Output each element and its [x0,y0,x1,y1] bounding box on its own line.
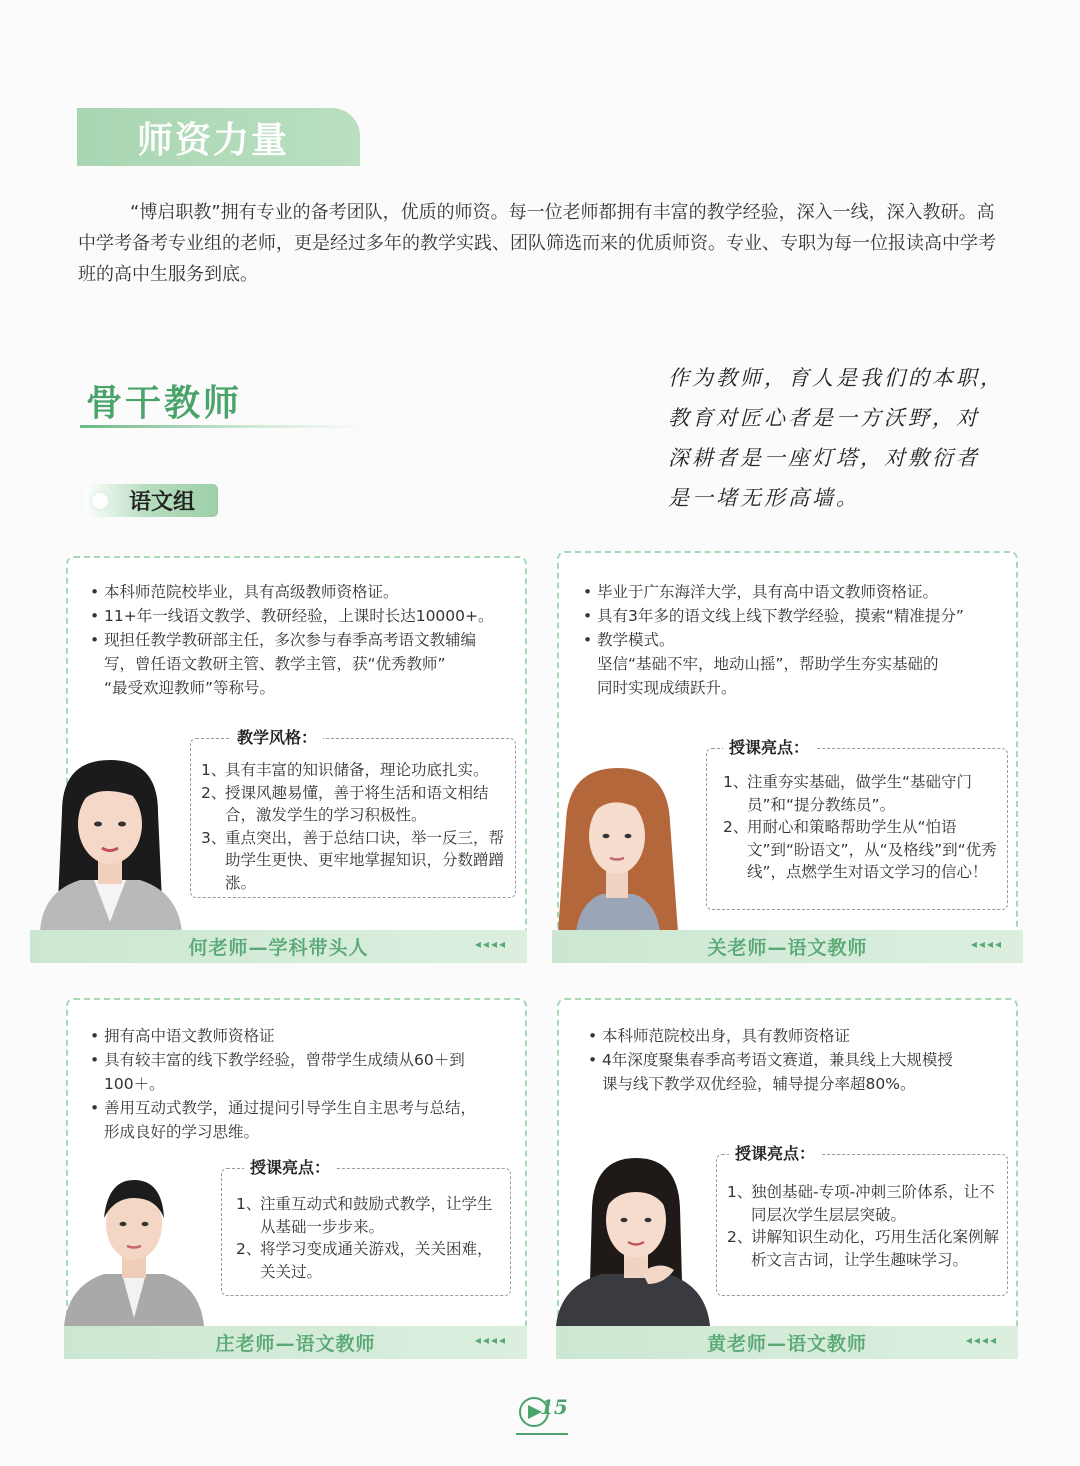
highlights-box [221,1158,511,1296]
teacher-name: 何老师—学科带头人 [188,937,369,959]
teacher-bullets [90,1024,520,1144]
bullet-continuation: “最受欢迎教师”等称号。 [104,679,276,697]
teacher-photo-he [32,752,188,932]
section-title: 师资力量 [137,119,290,161]
box-item: 3、 重点突出，善于总结口诀，举一反三，帮助学生更快、更牢地掌握知识，分数蹭蹭涨。 [201,828,505,892]
bullet-item: • 善用互动式教学，通过提问引导学生自主思考与总结， [90,1096,520,1120]
bullet-continuation: 同时实现成绩跃升。 [597,679,737,697]
bullet-item: • 4年深度聚集春季高考语文赛道，兼具线上大规模授 [588,1048,1008,1072]
bullet-continuation: 写，曾任语文教研主管、教学主管，获“优秀教师” [104,655,446,673]
teacher-name-bar [552,930,1023,963]
teacher-bullets [90,580,530,700]
quote-line: 深耕者是一座灯塔，对敷衍者 [668,446,980,470]
box-item: 1、 独创基础-专项-冲刺三阶体系，让不同层次学生层层突破。 [727,1183,995,1224]
bullet-continuation: 形成良好的学习思维。 [104,1123,260,1141]
bullet-item: • 毕业于广东海洋大学，具有高中语文教师资格证。 [583,580,1015,604]
page-number: 15 [540,1395,568,1419]
page-number-badge [514,1392,570,1438]
teacher-photo-guan [552,762,682,932]
teacher-photo-huang [556,1152,712,1326]
teacher-name-bar [64,1326,527,1359]
teacher-bullets [583,580,1015,700]
box-title: 授课亮点： [729,1143,821,1166]
teacher-name-bar [556,1326,1018,1359]
pill-dot-icon [92,493,108,509]
box-title: 授课亮点： [244,1157,336,1180]
bullet-item: • 具有较丰富的线下教学经验，曾带学生成绩从60＋到 [90,1048,520,1072]
bullet-continuation: 坚信“基础不牢，地动山摇”，帮助学生夯实基础的 [597,655,939,673]
subsection-underline [80,425,365,428]
subsection-title: 骨干教师 [86,383,243,424]
teaching-style-box [190,728,516,898]
box-item: 1、 注重夯实基础，做学生“基础守门员”和“提分教练员”。 [723,773,973,814]
arrows-icon: ◂◂◂◂ [965,1333,998,1347]
bullet-item: • 本科师范院校毕业，具有高级教师资格证。 [90,580,530,604]
intro-paragraph: “博启职教”拥有专业的备考团队，优质的师资。每一位老师都拥有丰富的教学经验，深入一线，深入教研。高中学考备考专业组的老师，更是经过多年的教学实践、团队筛选而来的优质师资。专业、专职为每一位报读高中学考班的高中生服务到底。 [78,202,996,285]
group-label-pill [84,484,218,517]
bullet-item: • 拥有高中语文教师资格证 [90,1024,520,1048]
bullet-continuation: 课与线下教学双优经验，辅导提分率超80%。 [602,1075,916,1093]
teacher-name: 关老师—语文教师 [707,937,868,959]
teacher-name-bar [30,930,527,963]
box-item: 2、 将学习变成通关游戏，关关困难，关关过。 [236,1240,493,1281]
teacher-name: 黄老师—语文教师 [706,1333,867,1355]
highlights-box [716,1144,1008,1296]
group-label: 语文组 [128,490,195,515]
quote-line: 是一堵无形高墙。 [668,486,860,510]
arrows-icon: ◂◂◂◂ [474,937,507,951]
bullet-item: • 现担任教学教研部主任，多次参与春季高考语文教辅编 [90,628,530,652]
bullet-continuation: 100＋。 [104,1075,165,1093]
bullet-item: • 11+年一线语文教学、教研经验，上课时长达10000+。 [90,604,530,628]
bullet-item: • 教学模式。 [583,628,1015,652]
box-item: 2、 讲解知识生动化，巧用生活化案例解析文言古词，让学生趣味学习。 [727,1228,1000,1269]
arrows-icon: ◂◂◂◂ [474,1333,507,1347]
arrows-icon: ◂◂◂◂ [970,937,1003,951]
quote-line: 作为教师，育人是我们的本职， [668,366,1004,390]
box-item: 1、 注重互动式和鼓励式教学，让学生从基础一步步来。 [236,1195,493,1236]
box-item: 1、 具有丰富的知识储备，理论功底扎实。 [201,761,489,779]
highlights-box [706,738,1008,910]
teacher-photo-zhuang [64,1168,204,1326]
box-title: 教学风格： [231,727,323,750]
teacher-name: 庄老师—语文教师 [215,1333,376,1355]
box-title: 授课亮点： [723,737,815,760]
teacher-bullets [588,1024,1008,1096]
handwritten-quote [668,358,1018,518]
quote-line: 教育对匠心者是一方沃野，对 [668,406,980,430]
bullet-item: • 具有3年多的语文线上线下教学经验，摸索“精准提分” [583,604,1015,628]
box-item: 2、 用耐心和策略帮助学生从“怕语文”到“盼语文”，从“及格线”到“优秀线”，点燃学生对语文学习的信心！ [723,818,997,881]
bullet-item: • 本科师范院校出身，具有教师资格证 [588,1024,1008,1048]
section-header [77,108,360,166]
box-item: 2、 授课风趣易懂，善于将生活和语文相结合，激发学生的学习积极性。 [201,783,489,824]
